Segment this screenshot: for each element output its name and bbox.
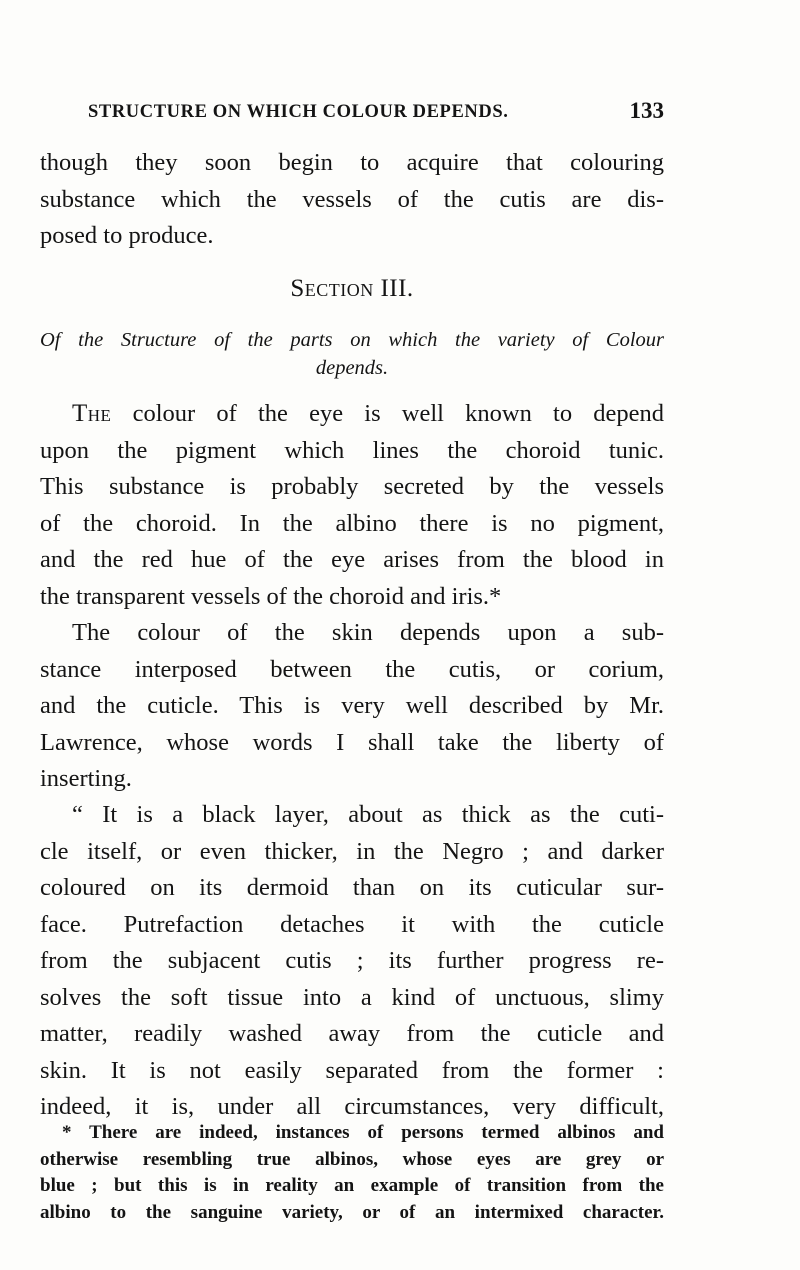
section-subtitle [40,326,664,382]
text-line: The colour of the skin depends upon a sub- [72,619,664,646]
quotation-paragraph [40,797,664,1126]
text-line: cle itself, or even thicker, in the Negro ; and darker [40,837,664,865]
carryover-paragraph [40,145,664,255]
section-heading: Section III. [290,275,414,302]
text-line: coloured on its dermoid than on its cuticular sur- [40,874,664,901]
text-line: from the subjacent cutis ; its further progress re- [40,947,664,974]
text-line: solves the soft tissue into a kind of unctuous, slimy [40,983,664,1011]
text-line: upon the pigment which lines the choroid tunic. [40,436,664,464]
text-line: substance which the vessels of the cutis are dis- [40,185,664,213]
footnote-line: otherwise resembling true albinos, whose eyes are grey or [40,1148,664,1170]
text-line: of the choroid. In the albino there is no pigment, [40,509,664,537]
footnote-line: blue ; but this is in reality an example of transition from the [40,1175,664,1196]
page-number: 133 [629,98,664,123]
subtitle-line: Of the Structure of the parts on which the variety of Colour [40,329,664,351]
paragraph-eye-colour [40,396,664,615]
text-line: though they soon begin to acquire that colouring [40,149,664,176]
paragraph-skin-colour [40,615,664,798]
drop-word-initial: T [72,400,88,427]
text-line: and the cuticle. This is very well described by Mr. [40,692,664,719]
text-line: “ It is a black layer, about as thick as the cuti- [72,801,664,828]
text-line: stance interposed between the cutis, or corium, [40,655,664,683]
subtitle-line: depends. [315,357,389,379]
running-head [88,98,664,128]
first-line-text: colour of the eye is well known to depend [111,400,664,427]
text-line: posed to produce. [40,222,214,249]
text-line [40,396,664,433]
text-line: and the red hue of the eye arises from the blood in [40,546,664,573]
text-line: inserting. [40,765,132,792]
text-line: This substance is probably secreted by the vessels [40,473,664,500]
text-line: indeed, it is, under all circumstances, very difficult, [40,1093,664,1120]
footnote-line: albino to the sanguine variety, or of an intermixed character. [40,1201,664,1223]
footnote-line: * There are indeed, instances of persons termed albinos and [62,1122,664,1143]
text-line: matter, readily washed away from the cuticle and [40,1020,664,1047]
text-line: face. Putrefaction detaches it with the cuticle [40,910,664,938]
running-title: STRUCTURE ON WHICH COLOUR DEPENDS. [88,102,509,122]
text-line: Lawrence, whose words I shall take the liberty of [40,728,664,756]
text-line: the transparent vessels of the choroid and iris.* [40,582,502,610]
drop-word-rest: he [87,400,112,427]
footnote [40,1120,664,1226]
text-line: skin. It is not easily separated from the former : [40,1056,664,1084]
